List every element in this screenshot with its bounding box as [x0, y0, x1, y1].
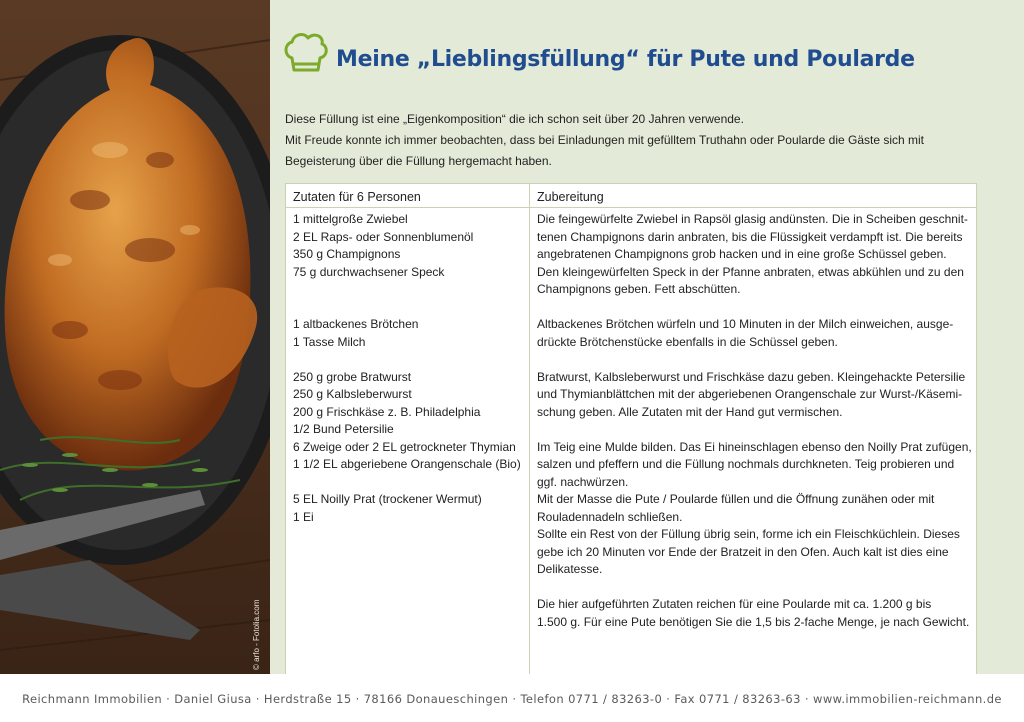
preparation-line: Altbackenes Brötchen würfeln und 10 Minuten in der Milch einweichen, ausge- [537, 317, 954, 331]
ingredients-header: Zutaten für 6 Personen [286, 184, 529, 208]
preparation-line: Die feingewürfelte Zwiebel in Rapsöl glasig andünsten. Die in Scheiben geschnit- [537, 212, 968, 226]
ingredient-line: 250 g grobe Bratwurst [293, 369, 412, 384]
intro-text [285, 109, 985, 172]
ingredient-line: 6 Zweige oder 2 EL getrockneter Thymian [293, 439, 516, 454]
ingredients-list [286, 208, 529, 526]
intro-line: Diese Füllung ist eine „Eigenkomposition“ die ich schon seit über 20 Jahren verwende. [285, 112, 744, 126]
ingredient-line: 1 1/2 EL abgeriebene Orangenschale (Bio) [293, 457, 521, 471]
ingredient-line: 250 g Kalbsleberwurst [293, 387, 412, 401]
preparation-line: Bratwurst, Kalbsleberwurst und Frischkäse dazu geben. Kleingehackte Petersilie [537, 369, 966, 384]
ingredient-line: 5 EL Noilly Prat (trockener Wermut) [293, 492, 482, 506]
preparation-line: tenen Champignons darin anbraten, bis die Flüssigkeit verdampft ist. Die bereits [537, 229, 963, 244]
spacer [293, 299, 529, 317]
ingredient-line: 1 Tasse Milch [293, 334, 366, 349]
preparation-line: Delikatesse. [537, 562, 603, 576]
ingredient-line: 2 EL Raps- oder Sonnenblumenöl [293, 229, 474, 244]
preparation-line: drückte Brötchenstücke ebenfalls in die Schüssel geben. [537, 334, 838, 349]
page-title: Meine „Lieblingsfüllung“ für Pute und Poularde [336, 47, 915, 72]
ingredient-line: 75 g durchwachsener Speck [293, 264, 445, 279]
footer-contact: Reichmann Immobilien · Daniel Giusa · Herdstraße 15 · 78166 Donaueschingen · Telefon 0771 / 83263-0 · Fax 0771 / 83263-63 · www.immobilien-reichmann.de [22, 692, 1002, 706]
ingredient-line: 1/2 Bund Petersilie [293, 422, 394, 436]
spacer [293, 474, 529, 492]
preparation-line: angebratenen Champignons grob hacken und in eine große Schüssel geben. [537, 247, 947, 261]
spacer [537, 421, 976, 439]
intro-line: Mit Freude konnte ich immer beobachten, dass bei Einladungen mit gefülltem Truthahn oder Poularde die Gäste sich mit [285, 133, 925, 147]
preparation-line: 1.500 g. Für eine Pute benötigen Sie die 1,5 bis 2-fache Menge, je nach Gewicht. [537, 614, 970, 629]
ingredients-column [286, 184, 530, 674]
preparation-header: Zubereitung [530, 184, 976, 208]
spacer [293, 351, 529, 369]
ingredient-line: 1 altbackenes Brötchen [293, 317, 419, 331]
preparation-line: und Thymianblättchen mit der abgeriebenen Orangenschale zur Wurst-/Käsemi- [537, 387, 963, 401]
footer [0, 674, 1024, 722]
ingredient-line: 1 Ei [293, 509, 314, 524]
recipe-table [285, 183, 977, 675]
ingredient-line: 1 mittelgroße Zwiebel [293, 212, 408, 226]
preparation-line: Sollte ein Rest von der Füllung übrig sein, forme ich ein Fleischküchlein. Dieses [537, 527, 960, 541]
preparation-column [530, 184, 976, 674]
preparation-line: ggf. nachwürzen. [537, 474, 629, 489]
chef-hat-icon [282, 30, 328, 78]
preparation-line: gebe ich 20 Minuten vor Ende der Bratzeit in den Ofen. Auch kalt ist dies eine [537, 544, 949, 559]
preparation-line: Die hier aufgeführten Zutaten reichen für eine Poularde mit ca. 1.200 g bis [537, 597, 932, 611]
roast-chicken-photo [0, 0, 270, 674]
spacer [537, 351, 976, 369]
preparation-line: Mit der Masse die Pute / Poularde füllen und die Öffnung zunähen oder mit [537, 492, 935, 506]
spacer [537, 579, 976, 597]
preparation-line: Den kleingewürfelten Speck in der Pfanne anbraten, etwas abkühlen und zu den [537, 264, 964, 279]
preparation-text [530, 208, 976, 631]
preparation-line: schung geben. Alle Zutaten mit der Hand gut vermischen. [537, 404, 843, 419]
ingredient-line: 350 g Champignons [293, 247, 401, 261]
preparation-line: Rouladennadeln schließen. [537, 509, 683, 524]
preparation-line: salzen und pfeffern und die Füllung nochmals durchkneten. Teig probieren und [537, 457, 955, 471]
intro-line: Begeisterung über die Füllung hergemacht haben. [285, 154, 552, 168]
preparation-line: Im Teig eine Mulde bilden. Das Ei hineinschlagen ebenso den Noilly Prat zufügen, [537, 439, 972, 454]
spacer [293, 281, 529, 299]
ingredient-line: 200 g Frischkäse z. B. Philadelphia [293, 404, 481, 419]
photo-credit: © arfo - Fotolia.com [252, 599, 261, 670]
preparation-line: Champignons geben. Fett abschütten. [537, 282, 741, 296]
spacer [537, 299, 976, 317]
